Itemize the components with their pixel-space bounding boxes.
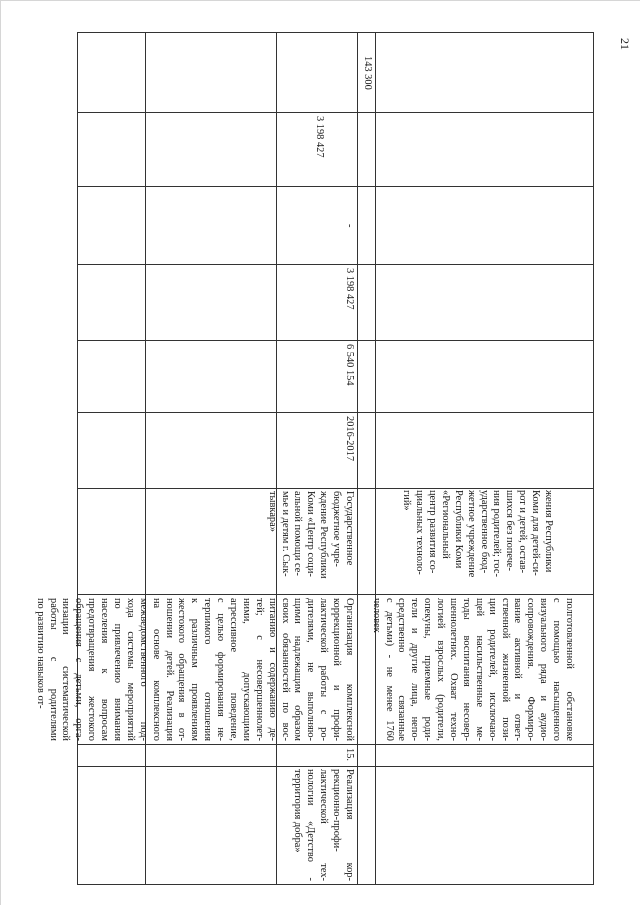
prev-executor bbox=[399, 490, 554, 592]
prev-description-line: визуального ряда и аудио- bbox=[538, 598, 550, 741]
row15-executor-line: ждение Республики bbox=[318, 491, 330, 579]
row15-description-line: ношении детей. Реализация bbox=[163, 598, 175, 741]
table-rule bbox=[77, 32, 78, 884]
table-rule bbox=[77, 766, 594, 767]
table-rule bbox=[77, 112, 594, 113]
table-rule bbox=[77, 412, 594, 413]
table-rule bbox=[276, 32, 277, 884]
row15-description-line: жестокого обращения в от- bbox=[176, 598, 188, 741]
row15-description-line: к различным проявлениям bbox=[189, 598, 201, 741]
prev-description-line: тели и другие лица, непо- bbox=[409, 598, 421, 741]
row15-description-line: по развитию навыков от- bbox=[34, 598, 46, 709]
prev-executor-line: циальных техноло- bbox=[414, 490, 426, 575]
prev-executor-line: шихся без попече- bbox=[504, 490, 516, 572]
row15-name-line: нологии «Детство - bbox=[305, 769, 317, 881]
row15-description-line: терпимого отношения bbox=[202, 598, 214, 741]
row15-description-line: тей; с несовершеннолет- bbox=[253, 598, 265, 741]
prev-description-line: с детьми) - не менее 1760 bbox=[383, 598, 395, 741]
prev-executor-line: рот и детей, остав- bbox=[517, 490, 529, 574]
row15-executor bbox=[265, 491, 355, 592]
row15-description-line: предотвращения жестокого bbox=[86, 598, 98, 741]
row15-name-line: лактической тех- bbox=[318, 769, 330, 881]
row15-description bbox=[33, 598, 355, 741]
prev-executor-line: «Региональный bbox=[439, 490, 451, 559]
prev-description-line: тоды воспитания несовер- bbox=[460, 598, 472, 741]
row15-executor-line: Государственное bbox=[344, 491, 355, 566]
prev-executor-line: жения Республики bbox=[543, 490, 554, 573]
row15-name-line: Реализация кор- bbox=[344, 769, 355, 881]
prev-description-line: щей насильственные ме- bbox=[473, 598, 485, 741]
prev-description-line: полготовленной обстановке bbox=[564, 598, 575, 741]
prev-description-line: вание активной и ответ- bbox=[512, 598, 524, 741]
row15-period: 2016-2017 bbox=[344, 416, 355, 462]
row15-name-line: территория добра» bbox=[292, 769, 304, 853]
prev-description-line: опекуны, приемные роди- bbox=[422, 598, 434, 741]
row15-col-a: 3 198 427 bbox=[344, 268, 355, 310]
prev-description-line: сопровождения. Формиро- bbox=[525, 598, 537, 741]
table-rule bbox=[77, 264, 594, 265]
table-rule bbox=[77, 488, 594, 489]
prev-executor-line: жетное учреждение bbox=[465, 490, 477, 578]
row15-description-line: своих обязанностей по вос- bbox=[279, 598, 291, 741]
row15-description-line: на основе комплексного bbox=[150, 598, 162, 741]
prev-description-line: логией взрослых (родители, bbox=[435, 598, 447, 741]
row15-description-line: щими надлежащим образом bbox=[292, 598, 304, 741]
table-rule bbox=[77, 32, 594, 33]
prev-description-line: с помощью насыщенного bbox=[551, 598, 563, 741]
table-rule bbox=[145, 32, 146, 884]
row15-description-line: Организация комплексной bbox=[344, 598, 355, 741]
row15-description-line: по привлечению внимания bbox=[111, 598, 123, 741]
prev-executor-line: центр развития со- bbox=[426, 490, 438, 574]
row15-col-b: - bbox=[344, 224, 355, 228]
row15-description-line: питанию и содержанию де- bbox=[266, 598, 278, 741]
row15-description-line: ними, допускающими bbox=[240, 598, 252, 741]
row15-col-c: 3 198 427 bbox=[314, 116, 325, 158]
table-rule bbox=[357, 32, 358, 884]
table-rule bbox=[77, 340, 594, 341]
table-rule bbox=[77, 744, 594, 745]
row15-description-line: коррекционной и профи- bbox=[331, 598, 343, 741]
table-rule bbox=[77, 186, 594, 187]
row15-description-line: хода системы мероприятий bbox=[124, 598, 136, 741]
row15-number: 15. bbox=[344, 748, 355, 761]
prev-executor-line: Коми для детей-си- bbox=[530, 490, 542, 576]
row15-description-line: с целью формирования не- bbox=[215, 598, 227, 741]
prev-description bbox=[369, 598, 575, 741]
prev-executor-line: Республики Коми bbox=[452, 490, 464, 569]
row15-description-line: дителями, не выполняю- bbox=[305, 598, 317, 741]
row15-description-line: работы с родителями bbox=[47, 598, 59, 741]
table-rule bbox=[77, 884, 594, 885]
page-number: 21 bbox=[618, 38, 632, 50]
prev-executor-line: гий» bbox=[401, 490, 413, 511]
row15-name bbox=[291, 769, 355, 881]
row15-name-line: рекционно-профи- bbox=[331, 769, 343, 852]
row15-executor-line: альной помощи се- bbox=[292, 491, 304, 576]
row15-description-line: межведомственного под- bbox=[137, 598, 149, 741]
row15-total: 6 540 154 bbox=[344, 344, 355, 386]
prev-executor-line: ударственное бюд- bbox=[478, 490, 490, 574]
prev-f-value: 143 300 bbox=[362, 56, 373, 90]
row15-executor-line: Коми «Центр соци- bbox=[305, 491, 317, 577]
row15-description-line: агрессивное поведение, bbox=[227, 598, 239, 741]
prev-description-line: средственно связанные bbox=[396, 598, 408, 741]
table-rule bbox=[375, 32, 376, 884]
prev-description-line: ции родителей, исключаю- bbox=[486, 598, 498, 741]
prev-description-line: шеннолетних. Охват техно- bbox=[447, 598, 459, 741]
row15-description-line: лактической работы с ро- bbox=[318, 598, 330, 741]
table-rule bbox=[77, 594, 594, 595]
prev-description-line: человек bbox=[370, 598, 382, 633]
row15-description-line: низации систематической bbox=[60, 598, 72, 741]
row15-description-line: населения к вопросам bbox=[99, 598, 111, 741]
row15-executor-line: тывкара» bbox=[266, 491, 278, 532]
prev-description-line: ственной жизненной пози- bbox=[499, 598, 511, 741]
prev-executor-line: ния родителей; гос- bbox=[491, 490, 503, 577]
row15-executor-line: мье и детям г. Сык- bbox=[279, 491, 291, 577]
table-rule bbox=[593, 32, 594, 884]
row15-description-line: обращения с детьми, орга- bbox=[73, 598, 85, 741]
row15-executor-line: бюджетное учре- bbox=[331, 491, 343, 567]
